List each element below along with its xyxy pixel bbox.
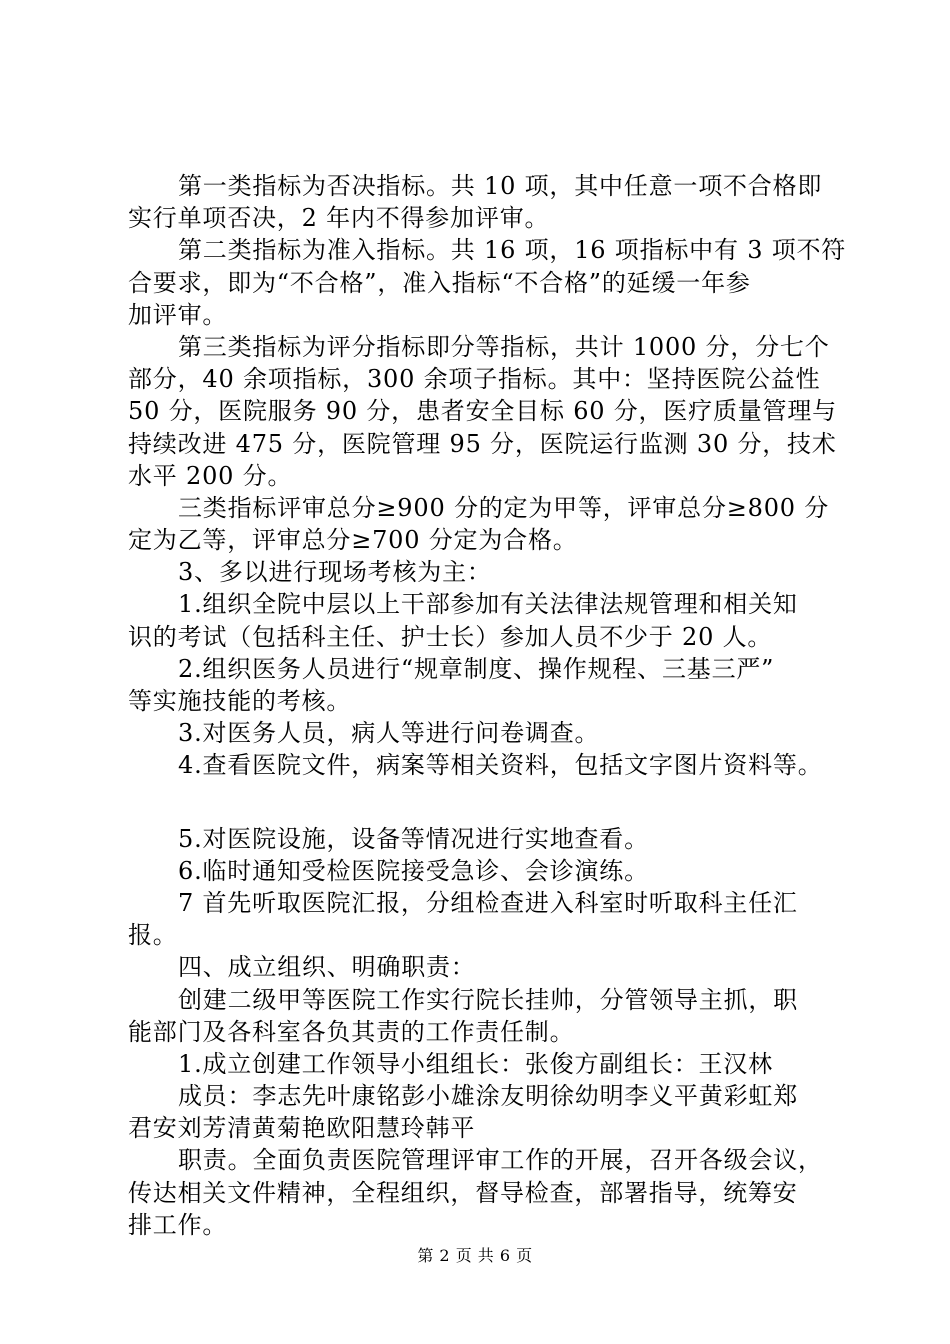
text-line: 2.组织医务人员进行“规章制度、操作规程、三基三严”: [178, 654, 775, 683]
text-line: 四、成立组织、明确职责：: [178, 953, 476, 982]
text-line: 成员：李志先叶康铭彭小雄涂友明徐幼明李义平黄彩虹郑: [178, 1082, 798, 1111]
text-line: 1.成立创建工作领导小组组长：张俊方副组长：王汉林: [178, 1049, 773, 1078]
text-line: 部分，40 余项指标，300 余项子指标。其中：坚持医院公益性: [128, 365, 821, 394]
text-line: 第二类指标为准入指标。共 16 项，16 项指标中有 3 项不符: [178, 236, 847, 265]
text-line: 创建二级甲等医院工作实行院长挂帅，分管领导主抓，职: [178, 985, 798, 1014]
text-line: 3.对医务人员，病人等进行问卷调查。: [178, 719, 600, 748]
text-line: 识的考试（包括科主任、护士长）参加人员不少于 20 人。: [128, 622, 773, 651]
text-line: 实行单项否决，2 年内不得参加评审。: [128, 204, 550, 233]
text-line: 排工作。: [128, 1210, 228, 1239]
text-line: 报。: [128, 921, 178, 950]
text-line: 持续改进 475 分，医院管理 95 分，医院运行监测 30 分，技术: [128, 429, 837, 458]
blank-line: [128, 782, 838, 823]
text-line: 50 分，医院服务 90 分，患者安全目标 60 分，医疗质量管理与: [128, 397, 837, 426]
text-line: 1.组织全院中层以上干部参加有关法律法规管理和相关知: [178, 590, 798, 619]
text-line: 水平 200 分。: [128, 461, 293, 490]
text-line: 4.查看医院文件，病案等相关资料，包括文字图片资料等。: [178, 751, 823, 780]
text-line: 7 首先听取医院汇报，分组检查进入科室时听取科主任汇: [178, 888, 798, 917]
page-footer: 第 2 页 共 6 页: [417, 1246, 533, 1265]
text-line: 定为乙等，评审总分≥700 分定为合格。: [128, 526, 578, 555]
document-body: [128, 170, 847, 1241]
text-line: 5.对医院设施，设备等情况进行实地查看。: [178, 824, 649, 853]
text-line: 君安刘芳清黄菊艳欧阳慧玲韩平: [128, 1114, 476, 1143]
text-line: 合要求，即为“不合格”，准入指标“不合格”的延缓一年参: [128, 268, 751, 297]
text-line: 能部门及各科室各负其责的工作责任制。: [128, 1017, 575, 1046]
text-line: 传达相关文件精神，全程组织，督导检查，部署指导，统筹安: [128, 1178, 798, 1207]
text-line: 第三类指标为评分指标即分等指标，共计 1000 分，分七个: [178, 332, 830, 361]
text-line: 三类指标评审总分≥900 分的定为甲等，评审总分≥800 分: [178, 493, 830, 522]
text-line: 加评审。: [128, 300, 228, 329]
text-line: 3、多以进行现场考核为主：: [178, 558, 492, 587]
text-line: 等实施技能的考核。: [128, 687, 352, 715]
text-line: 6.临时通知受检医院接受急诊、会诊演练。: [178, 856, 649, 885]
text-line: 职责。全面负责医院管理评审工作的开展，召开各级会议，: [178, 1146, 823, 1175]
text-line: 第一类指标为否决指标。共 10 项，其中任意一项不合格即: [178, 172, 823, 200]
